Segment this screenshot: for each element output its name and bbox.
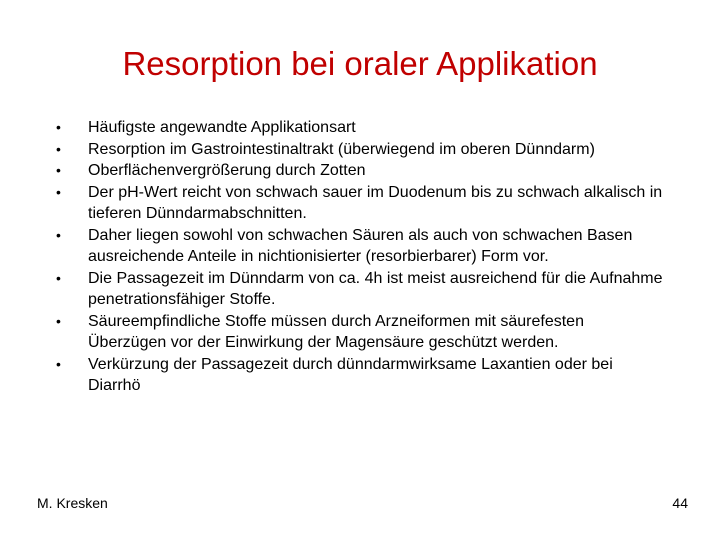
bullet-icon: •	[56, 226, 61, 243]
bullet-icon: •	[56, 183, 61, 200]
bullet-icon: •	[56, 312, 61, 329]
footer-author: M. Kresken	[37, 495, 108, 511]
bullet-text: Daher liegen sowohl von schwachen Säuren als auch von schwachen Basen ausreichende Anteile in nichtionisierter (resorbierbarer) Form vor.	[88, 226, 633, 265]
bullet-item	[56, 139, 666, 161]
bullet-icon: •	[56, 269, 61, 286]
bullet-item	[56, 268, 666, 311]
bullet-item	[56, 117, 666, 139]
bullet-text: Säureempfindliche Stoffe müssen durch Arzneiformen mit säurefesten Überzügen vor der Einwirkung der Magensäure geschützt werden.	[88, 312, 584, 351]
bullet-item	[56, 311, 666, 354]
bullet-icon: •	[56, 355, 61, 372]
bullet-icon: •	[56, 162, 61, 178]
page-number: 44	[672, 495, 688, 511]
bullet-text: Oberflächenvergrößerung durch Zotten	[88, 162, 366, 179]
bullet-text: Häufigste angewandte Applikationsart	[88, 119, 356, 136]
bullet-text: Die Passagezeit im Dünndarm von ca. 4h ist meist ausreichend für die Aufnahme penetrationsfähiger Stoffe.	[88, 269, 663, 308]
bullet-icon: •	[56, 140, 61, 157]
bullet-item	[56, 160, 666, 182]
bullet-item	[56, 225, 666, 268]
bullet-item	[56, 354, 666, 397]
bullet-text: Verkürzung der Passagezeit durch dünndarmwirksame Laxantien oder bei Diarrhö	[88, 355, 613, 394]
bullet-text: Der pH-Wert reicht von schwach sauer im Duodenum bis zu schwach alkalisch in tieferen Dünndarmabschnitten.	[88, 183, 663, 222]
bullet-list	[56, 117, 666, 397]
bullet-icon: •	[56, 119, 61, 135]
bullet-text: Resorption im Gastrointestinaltrakt (überwiegend im oberen Dünndarm)	[88, 140, 595, 158]
slide-title: Resorption bei oraler Applikation	[122, 45, 598, 82]
bullet-item	[56, 182, 666, 225]
